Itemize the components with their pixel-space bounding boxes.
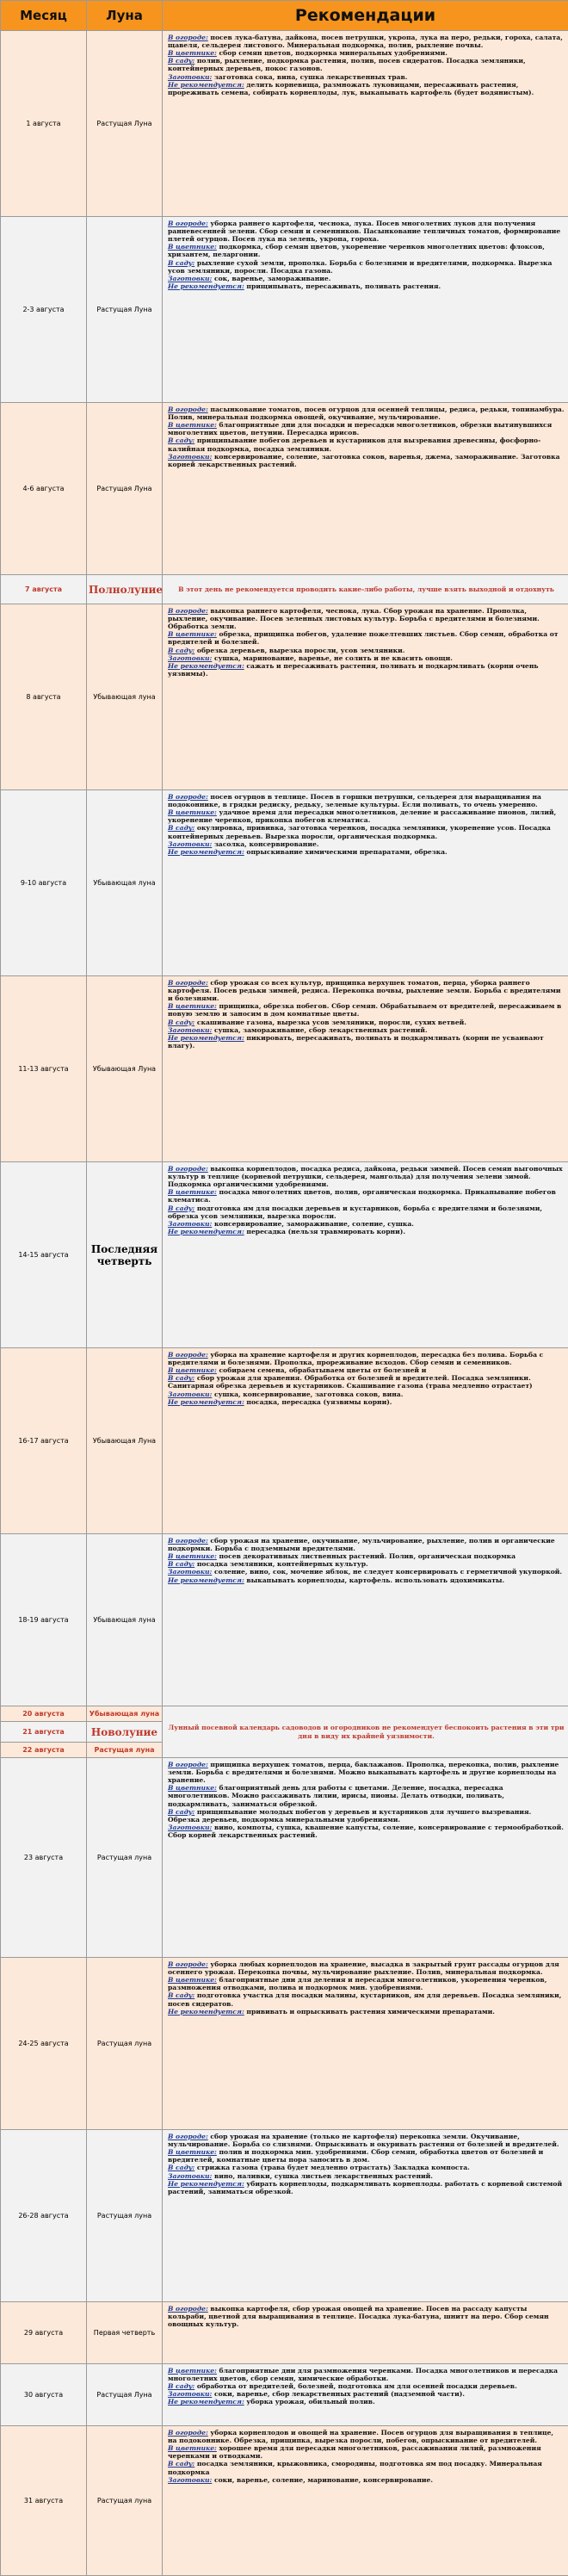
recommendation-line <box>168 808 565 824</box>
moon-phase-cell: Убывающая Луна <box>87 976 163 1162</box>
category-label: В цветнике: <box>168 1002 217 1010</box>
recommendation-line <box>168 1398 565 1406</box>
recommendation-text: прищипывать, пересаживать, поливать растения. <box>244 282 441 290</box>
day-cell: 26-28 августа <box>1 2130 87 2302</box>
category-label: Заготовки: <box>168 453 212 461</box>
recommendation-line <box>168 1960 565 1976</box>
recommendation-text: сбор семян цветов, подкормка минеральных удобрениями. <box>217 49 448 57</box>
moon-phase-cell: Растущая луна <box>87 1743 163 1758</box>
category-label: В огороде: <box>168 2133 208 2140</box>
category-label: В саду: <box>168 2460 194 2468</box>
table-row <box>1 1706 568 1722</box>
recommendation-line <box>168 49 565 57</box>
day-cell: 22 августа <box>1 1743 87 1758</box>
recommendation-text: посев декоративных лиственных растений. Полив, органическая подкормка <box>217 1552 516 1560</box>
recommendations-cell <box>163 1534 568 1706</box>
recommendation-text: сушка, маринование, варенье, не солить и не квасить овощи. <box>212 654 453 662</box>
category-label: В саду: <box>168 1991 194 1999</box>
recommendation-line <box>168 2476 565 2484</box>
recommendation-line <box>168 220 565 243</box>
recommendation-line <box>168 2460 565 2475</box>
category-label: Не рекомендуется: <box>168 1576 244 1584</box>
recommendation-line <box>168 453 565 468</box>
category-label: Заготовки: <box>168 1568 212 1576</box>
category-label: В цветнике: <box>168 243 217 251</box>
category-label: В цветнике: <box>168 1366 217 1374</box>
header-recommendations: Рекомендации <box>163 1 568 31</box>
recommendations-cell <box>163 2130 568 2302</box>
recommendations-cell <box>163 1162 568 1348</box>
moon-phase-cell: Убывающая луна <box>87 1534 163 1706</box>
recommendation-text: выкопка корнеплодов, посадка редиса, дайкона, редьки зимней. Посев семян выгоночных культур в теплице (корневой петрушки, сельдерея, мангольда) для получения зелени зимой. Подкормка органическими удобрениями. <box>168 1165 563 1188</box>
recommendation-line <box>168 2008 565 2016</box>
category-label: В огороде: <box>168 793 208 801</box>
table-row <box>1 976 568 1162</box>
recommendation-line <box>168 647 565 654</box>
recommendations-cell <box>163 1758 568 1958</box>
moon-phase-cell: Убывающая луна <box>87 790 163 976</box>
category-label: Не рекомендуется: <box>168 282 244 290</box>
recommendation-line <box>168 73 565 81</box>
category-label: В саду: <box>168 1019 194 1026</box>
recommendation-text: подготовка ям для посадки деревьев и кустарников, борьба с вредителями и болезнями, обрезка усов земляники, вырезка поросли. <box>168 1204 542 1220</box>
recommendation-text: консервирование, замораживание, соление, сушка. <box>212 1220 414 1228</box>
recommendation-line <box>168 1560 565 1568</box>
recommendation-line <box>168 1390 565 1398</box>
category-label: Заготовки: <box>168 1390 212 1398</box>
recommendation-line <box>168 1761 565 1784</box>
category-label: В огороде: <box>168 220 208 227</box>
day-cell: 30 августа <box>1 2364 87 2426</box>
recommendation-text: вино, компоты, сушка, квашение капусты, соление, консервирование с термообработкой. Сбор корней лекарственных растений. <box>168 1824 564 1839</box>
category-label: В саду: <box>168 1204 194 1212</box>
recommendation-line <box>168 2390 565 2398</box>
recommendation-line <box>168 840 565 848</box>
recommendation-line <box>168 1026 565 1034</box>
category-label: Заготовки: <box>168 1220 212 1228</box>
header-moon: Луна <box>87 1 163 31</box>
recommendation-text: сажать и пересаживать растения, поливать и подкармливать (корни очень уязвимы). <box>168 662 539 678</box>
day-cell: 14-15 августа <box>1 1162 87 1348</box>
recommendation-line <box>168 1991 565 2007</box>
moon-phase-cell: Растущая луна <box>87 2130 163 2302</box>
category-label: Заготовки: <box>168 275 212 282</box>
recommendation-line <box>168 1188 565 1204</box>
recommendations-cell <box>163 790 568 976</box>
moon-phase-cell: Растущая Луна <box>87 31 163 217</box>
recommendation-line <box>168 2429 565 2444</box>
table-row <box>1 2130 568 2302</box>
category-label: В цветнике: <box>168 1784 217 1792</box>
recommendations-cell <box>163 2302 568 2364</box>
category-label: Не рекомендуется: <box>168 2180 244 2188</box>
recommendation-text: посев огурцов в теплице. Посев в горшки петрушки, сельдерея для выращивания на подоконнике, в грядки редиску, редьку, зеленые культуры. Если поливать, то очень умеренно. <box>168 793 541 808</box>
category-label: Не рекомендуется: <box>168 848 244 856</box>
category-label: Не рекомендуется: <box>168 662 244 670</box>
category-label: В цветнике: <box>168 630 217 638</box>
recommendation-text: делить корневища, размножать луковицами, пересаживать растения, прореживать семена, собирать корнеплоды, лук, выкапывать картофель (будет водянистым). <box>168 81 534 96</box>
category-label: В огороде: <box>168 979 208 987</box>
recommendation-line <box>168 421 565 437</box>
category-label: В саду: <box>168 437 194 444</box>
recommendation-text: благоприятный день для работы с цветами. Деление, посадка, пересадка многолетников. Можно рассаживать лилии, ирисы, пионы. Делать отводки, поливать, подкармливать, заниматься обрезкой. <box>168 1784 504 1807</box>
category-label: Не рекомендуется: <box>168 1398 244 1406</box>
recommendation-text: уборка раннего картофеля, чеснока, лука. Посев многолетних луков для получения ранневесенней зелени. Сбор семян и семенников. Пасынкование тепличных томатов, формирование плетей огурцов. Посев лука на зелень, укропа, гороха. <box>168 220 560 243</box>
day-cell: 2-3 августа <box>1 217 87 403</box>
moon-phase-cell: Растущая Луна <box>87 2364 163 2426</box>
recommendation-text: сок, варенье, замораживание. <box>212 275 330 282</box>
category-label: В саду: <box>168 259 194 267</box>
recommendation-text: убирать корнеплоды, подкармливать корнеплоды. работать с корневой системой растений, заниматься обрезкой. <box>168 2180 562 2195</box>
recommendation-text: опрыскивание химическими препаратами, обрезка. <box>244 848 448 856</box>
recommendation-text: пересадка (нельзя травмировать корни). <box>244 1228 405 1235</box>
recommendation-text: уборка любых корнеплодов на хранение, высадка в закрытый грунт рассады огурцов для осеннего урожая. Перекопка почвы, мульчирование рыхление. Полив, минеральная подкормка. <box>168 1960 559 1976</box>
recommendation-text: стрижка газона (трава будет медленно отрастать) Закладка компоста. <box>194 2164 470 2171</box>
recommendation-line <box>168 2180 565 2195</box>
recommendation-text: удачное время для пересадки многолетников, деление и рассаживание пионов, лилий, укоренение черенков, прикопка побегов клематиса. <box>168 808 556 824</box>
recommendations-cell <box>163 1348 568 1534</box>
day-cell: 29 августа <box>1 2302 87 2364</box>
recommendation-line <box>168 1351 565 1366</box>
recommendations-cell <box>163 2364 568 2426</box>
table-row <box>1 790 568 976</box>
table-row <box>1 1958 568 2130</box>
recommendations-cell <box>163 31 568 217</box>
recommendations-cell <box>163 217 568 403</box>
recommendation-text: сушка, консервирование, заготовка соков, вина. <box>212 1390 403 1398</box>
moon-phase-cell: Последняя четверть <box>87 1162 163 1348</box>
moon-phase-cell: Новолуние <box>87 1722 163 1743</box>
recommendation-line <box>168 1002 565 1018</box>
header-month: Месяц <box>1 1 87 31</box>
table-row <box>1 575 568 604</box>
recommendation-line <box>168 824 565 839</box>
recommendation-line <box>168 1784 565 1807</box>
category-label: В огороде: <box>168 607 208 615</box>
recommendation-text: рыхление сухой земли, прополка. Борьба с болезнями и вредителями, подкормка. Вырезка усов земляники, поросли. Посадка газона. <box>168 259 552 275</box>
category-label: В цветнике: <box>168 2444 217 2452</box>
recommendation-text: выкопка раннего картофеля, чеснока, лука. Сбор урожая на хранение. Прополка, рыхление, окучивание. Посев зеленных листовых культур. Борьба с вредителями и болезнями. Обработка земли. <box>168 607 540 630</box>
recommendation-line <box>168 1824 565 1839</box>
recommendations-cell <box>163 2426 568 2576</box>
recommendation-text: засолка, консервирование. <box>212 840 318 848</box>
category-label: В саду: <box>168 57 194 65</box>
recommendation-text: уборка урожая, обильный полив. <box>244 2398 375 2406</box>
category-label: Заготовки: <box>168 2172 212 2180</box>
recommendation-text: посев лука-батуна, дайкона, посев петрушки, укропа, лука на перо, редьки, гороха, салата, щавеля, сельдерея листового. Минеральная подкормка, полив, рыхление почвы. <box>168 34 563 49</box>
recommendation-text: прищипка, обрезка побегов. Сбор семян. Обрабатываем от вредителей, пересаживаем в новую землю и заносим в дом комнатные цветы. <box>168 1002 561 1018</box>
recommendation-text: уборка на хранение картофеля и других корнеплодов, пересадка без полива. Борьба с вредителями и болезнями. Прополка, прореживание всходов. Сбор семян и семенников. <box>168 1351 543 1366</box>
category-label: Заготовки: <box>168 654 212 662</box>
day-cell: 8 августа <box>1 604 87 790</box>
recommendation-text: выкопка картофеля, сбор урожая овощей на хранение. Посев на рассаду капусты кольраби, цветной для выращивания в теплице. Посадка лука-батуна, шнитт на перо. Сбор семян овощных культур. <box>168 2305 549 2328</box>
category-label: В огороде: <box>168 406 208 413</box>
recommendation-line <box>168 1374 565 1390</box>
recommendation-text: благоприятные дни для посадки и пересадки многолетников, обрезки вытянувшихся многолетних цветов, петунии. Пересадка ирисов. <box>168 421 552 437</box>
recommendation-text: обрезка, прищипка побегов, удаление пожелтевших листьев. Сбор семян, обработка от вредителей и болезней. <box>168 630 559 646</box>
recommendation-line <box>168 2133 565 2148</box>
category-label: В цветнике: <box>168 808 217 816</box>
recommendation-text: соки, варенье, соление, маринование, консервирование. <box>212 2476 433 2484</box>
category-label: Не рекомендуется: <box>168 1228 244 1235</box>
table-row <box>1 2364 568 2426</box>
table-row <box>1 2302 568 2364</box>
recommendation-text: вино, наливки, сушка листьев лекарственных растений. <box>212 2172 433 2180</box>
recommendation-line <box>168 848 565 856</box>
recommendation-line <box>168 1366 565 1374</box>
table-row <box>1 403 568 575</box>
recommendation-line <box>168 243 565 258</box>
recommendations-cell <box>163 976 568 1162</box>
recommendation-line <box>168 654 565 662</box>
recommendation-text: подкормка, сбор семян цветов, укоренение черенков многолетних цветов: флоксов, хризантем, пеларгонии. <box>168 243 545 258</box>
recommendation-text: сушка, замораживание, сбор лекарственных растений. <box>212 1026 427 1034</box>
category-label: Не рекомендуется: <box>168 1034 244 1042</box>
recommendation-line <box>168 259 565 275</box>
recommendation-line <box>168 2172 565 2180</box>
recommendation-text: сбор урожая для хранения. Обработка от болезней и вредителей. Посадка земляники. Санитарная обрезка деревьев и кустарников. Скашивание газона (трава медленно отрастает) <box>168 1374 533 1390</box>
recommendation-line <box>168 2148 565 2164</box>
table-row <box>1 1534 568 1706</box>
recommendation-text: скашивание газона, вырезка усов земляники, поросли, сухих ветвей. <box>194 1019 466 1026</box>
category-label: Заготовки: <box>168 73 212 81</box>
recommendation-text: подготовка участка для посадки малины, кустарников, ям для деревьев. Посадка земляники, посев сидератов. <box>168 1991 561 2007</box>
recommendation-text: посадка многолетних цветов, полив, органическая подкормка. Прикапывание побегов клематиса. <box>168 1188 556 1204</box>
recommendation-text: благоприятные дни для размножения черенками. Посадка многолетников и пересадка многолетних цветов, сбор семян, химические обработки. <box>168 2367 558 2382</box>
day-cell: 23 августа <box>1 1758 87 1958</box>
category-label: В саду: <box>168 1808 194 1816</box>
recommendation-line <box>168 630 565 646</box>
recommendation-text: пасынкование томатов, посев огурцов для осенней теплицы, редиса, редьки, топинамбура. Полив, минеральная подкормка овощей, окучивание, мульчирование. <box>168 406 564 421</box>
recommendation-text: обработка от вредителей, болезней, подготовка ям для осенней посадки деревьев. <box>194 2382 517 2390</box>
recommendation-line <box>168 275 565 282</box>
moon-phase-cell: Убывающая луна <box>87 1706 163 1722</box>
recommendation-text: благоприятные дни для деления и пересадки многолетников, укоренения черенков, размножения отводками, полива и подкормок мин. удобрениями. <box>168 1976 546 1991</box>
category-label: В цветнике: <box>168 1188 217 1196</box>
recommendation-text: хорошее время для пересадки многолетников, рассаживания лилий, размножения черенками и отводками. <box>168 2444 541 2460</box>
recommendation-line <box>168 793 565 808</box>
moon-phase-cell: Растущая Луна <box>87 217 163 403</box>
recommendations-cell <box>163 604 568 790</box>
moon-phase-cell: Растущая луна <box>87 2426 163 2576</box>
day-cell: 7 августа <box>1 575 87 604</box>
category-label: В саду: <box>168 1560 194 1568</box>
recommendation-text: сбор урожая на хранение, окучивание, мульчирование, рыхление, полив и органические подкормки. Борьба с подземными вредителями. <box>168 1537 555 1552</box>
day-cell: 9-10 августа <box>1 790 87 976</box>
new-moon-warning: Лунный посевной календарь садоводов и огородников не рекомендует беспокоить растения в эти три дня в виду их крайней уязвимости. <box>163 1706 568 1758</box>
category-label: В саду: <box>168 647 194 654</box>
day-cell: 1 августа <box>1 31 87 217</box>
day-cell: 4-6 августа <box>1 403 87 575</box>
recommendation-text: полив, рыхление, подкормка растения, полив, посев сидератов. Посадка земляники, контейнерных деревьев, покос газонов. <box>168 57 526 72</box>
day-cell: 31 августа <box>1 2426 87 2576</box>
recommendation-line <box>168 81 565 96</box>
recommendation-line <box>168 1165 565 1188</box>
recommendation-line <box>168 1808 565 1824</box>
recommendation-text: пикировать, пересаживать, поливать и подкармливать (корни не усваивают влагу). <box>168 1034 544 1050</box>
category-label: В цветнике: <box>168 2367 217 2375</box>
category-label: Не рекомендуется: <box>168 2008 244 2016</box>
recommendation-line <box>168 282 565 290</box>
day-cell: 20 августа <box>1 1706 87 1722</box>
category-label: В огороде: <box>168 1761 208 1768</box>
recommendation-text: сбор урожая со всех культур, прищипка верхушек томатов, перца, уборка раннего картофеля. Посев редьки зимней, редиса. Перекопка почвы, рыхление земли. Борьба с вредителями и болезнями. <box>168 979 560 1002</box>
table-row <box>1 1162 568 1348</box>
day-cell: 16-17 августа <box>1 1348 87 1534</box>
day-cell: 24-25 августа <box>1 1958 87 2130</box>
recommendation-text: посадка земляники, крыжовника, смородины, подготовка ям под посадку. Минеральная подкормка <box>168 2460 542 2475</box>
warning-text: В этот день не рекомендуется проводить какие-либо работы, лучше взять выходной и отдохнуть <box>163 575 568 604</box>
category-label: В огороде: <box>168 2429 208 2437</box>
category-label: Не рекомендуется: <box>168 81 244 89</box>
category-label: Не рекомендуется: <box>168 2398 244 2406</box>
category-label: В огороде: <box>168 34 208 41</box>
recommendations-cell <box>163 403 568 575</box>
table-row <box>1 2426 568 2576</box>
category-label: В саду: <box>168 1374 194 1382</box>
category-label: Заготовки: <box>168 2476 212 2484</box>
recommendation-text: прививать и опрыскивать растения химическими препаратами. <box>244 2008 495 2016</box>
table-row <box>1 217 568 403</box>
recommendation-text: уборка корнеплодов и овощей на хранение. Посев огурцов для выращивания в теплице, на подоконнике. Обрезка, прищипка, вырезка поросли, побегов, опрыскивание от вредителей. <box>168 2429 553 2444</box>
recommendation-text: обрезка деревьев, вырезка поросли, усов земляники. <box>194 647 404 654</box>
category-label: В цветнике: <box>168 49 217 57</box>
recommendation-text: сбор урожая на хранение (только не картофеля) перекопка земли. Окучивание, мульчирование. Борьба со слизнями. Опрыскивать и окуривать растения от болезней и вредителей. <box>168 2133 559 2148</box>
category-label: В цветнике: <box>168 421 217 429</box>
category-label: В огороде: <box>168 1165 208 1173</box>
category-label: Заготовки: <box>168 1026 212 1034</box>
recommendation-line <box>168 1537 565 1552</box>
table-row <box>1 1758 568 1958</box>
moon-phase-cell: Растущая луна <box>87 1958 163 2130</box>
recommendation-line <box>168 2305 565 2328</box>
recommendation-line <box>168 1568 565 1576</box>
recommendation-line <box>168 1220 565 1228</box>
recommendation-line <box>168 2367 565 2382</box>
category-label: В цветнике: <box>168 1976 217 1984</box>
recommendation-line <box>168 34 565 49</box>
category-label: Заготовки: <box>168 1824 212 1831</box>
recommendation-text: консервирование, соление, заготовка соков, варенья, джема, замораживание. Заготовка корней лекарственных растений. <box>168 453 560 468</box>
recommendation-text: прищипка верхушек томатов, перца, баклажанов. Прополка, перекопка, полив, рыхление земли. Борьба с вредителями и болезнями. Можно выкапывать картофель и другие корнеплоды на хранение. <box>168 1761 559 1784</box>
recommendation-line <box>168 2444 565 2460</box>
category-label: В огороде: <box>168 1351 208 1359</box>
recommendation-text: прищипывание побегов деревьев и кустарников для вызревания древесины, фосфорно-калийная подкормка, посадка земляники. <box>168 437 540 452</box>
recommendation-line <box>168 57 565 72</box>
recommendation-text: выкапывать корнеплоды, картофель. использовать ядохимикаты. <box>244 1576 504 1584</box>
recommendation-line <box>168 979 565 1002</box>
recommendation-text: прищипывание молодых побегов у деревьев и кустарников для лучшего вызревания. Обрезка деревьев, подкормка минеральными удобрениями. <box>168 1808 531 1824</box>
table-row <box>1 1348 568 1534</box>
category-label: В саду: <box>168 824 194 832</box>
recommendation-text: окулировка, прививка, заготовка черенков, посадка земляники, укоренение усов. Посадка контейнерных деревьев. Вырезка поросли, органическая подкормка. <box>168 824 551 839</box>
recommendation-line <box>168 607 565 630</box>
calendar-body <box>1 31 568 2576</box>
moon-phase-cell: Убывающая Луна <box>87 1348 163 1534</box>
recommendation-line <box>168 437 565 452</box>
recommendation-line <box>168 406 565 421</box>
moon-phase-cell: Растущая Луна <box>87 403 163 575</box>
recommendation-line <box>168 2164 565 2171</box>
recommendation-line <box>168 662 565 678</box>
category-label: Заготовки: <box>168 840 212 848</box>
recommendation-line <box>168 1034 565 1050</box>
recommendations-cell <box>163 1958 568 2130</box>
recommendation-text: полив и подкормка мин. удобрениями. Сбор семян, обработка цветов от болезней и вредителей, комнатные цветы пора заносить в дом. <box>168 2148 543 2164</box>
table-row <box>1 31 568 217</box>
day-cell: 21 августа <box>1 1722 87 1743</box>
day-cell: 18-19 августа <box>1 1534 87 1706</box>
category-label: Заготовки: <box>168 2390 212 2398</box>
moon-phase-cell: Полнолуние <box>87 575 163 604</box>
day-cell: 11-13 августа <box>1 976 87 1162</box>
recommendation-line <box>168 2398 565 2406</box>
category-label: В саду: <box>168 2382 194 2390</box>
recommendation-line <box>168 2382 565 2390</box>
category-label: В цветнике: <box>168 2148 217 2156</box>
category-label: В цветнике: <box>168 1552 217 1560</box>
recommendation-line <box>168 1976 565 1991</box>
recommendation-text: соление, вино, сок, мочение яблок, не следует консервировать с герметичной укупоркой. <box>212 1568 562 1576</box>
category-label: В огороде: <box>168 1960 208 1968</box>
moon-phase-cell: Первая четверть <box>87 2302 163 2364</box>
recommendation-text: соки, варенье, сбор лекарственных растений (надземной части). <box>212 2390 465 2398</box>
moon-phase-cell: Убывающая луна <box>87 604 163 790</box>
category-label: В огороде: <box>168 1537 208 1545</box>
recommendation-text: посадка, пересадка (уязвимы корни). <box>244 1398 392 1406</box>
category-label: В саду: <box>168 2164 194 2171</box>
recommendation-text: собираем семена, обрабатываем цветы от болезней и <box>217 1366 426 1374</box>
recommendation-line <box>168 1576 565 1584</box>
recommendation-text: посадка земляники, контейнерных культур. <box>194 1560 367 1568</box>
table-row <box>1 604 568 790</box>
category-label: В огороде: <box>168 2305 208 2313</box>
moon-phase-cell: Растущая луна <box>87 1758 163 1958</box>
recommendation-line <box>168 1552 565 1560</box>
header-row <box>1 1 568 31</box>
recommendation-line <box>168 1019 565 1026</box>
recommendation-text: заготовка сока, вина, сушка лекарственных трав. <box>212 73 407 81</box>
recommendation-line <box>168 1228 565 1235</box>
recommendation-line <box>168 1204 565 1220</box>
